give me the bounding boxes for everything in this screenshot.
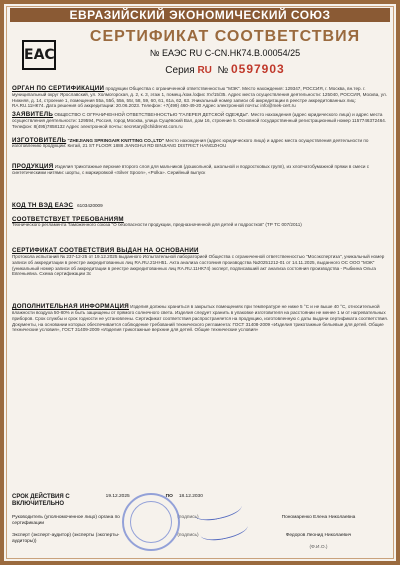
eac-mark-logo: EAC: [22, 40, 56, 70]
series-number: 0597903: [230, 62, 285, 76]
org-heading: ОРГАН ПО СЕРТИФИКАЦИИ: [12, 85, 105, 92]
product-text: Изделия трикотажные верхние второго слоя для мальчиков (дошкольной, школьной и подростковых групп), из хлопчатобумажной пряжи в смеси с синтетическими нитями: шорты, с маркировкой «Silver Spoon», «Polka». Серийный выпуск: [12, 164, 370, 175]
product-heading: ПРОДУКЦИЯ: [12, 163, 54, 171]
head-sign-caption: (подпись): [177, 515, 199, 520]
certificate-body: [12, 86, 388, 553]
validity-to-label: ПО: [165, 494, 173, 499]
series-value: RU: [197, 65, 212, 76]
validity-inclusive: ВКЛЮЧИТЕЛЬНО: [12, 501, 65, 507]
expert-label: Эксперт (эксперт-аудитор) (эксперты (эксперты-аудиторы)): [12, 533, 120, 544]
head-label: Руководитель (уполномоченное лицо) органа по сертификации: [12, 515, 120, 526]
applicant-heading: ЗАЯВИТЕЛЬ: [12, 111, 54, 119]
certificate-title: СЕРТИФИКАТ СООТВЕТСТВИЯ: [89, 28, 361, 45]
applicant-text: ОБЩЕСТВО С ОГРАНИЧЕННОЙ ОТВЕТСТВЕННОСТЬЮ "ГАЛЕРЕЯ ДЕТСКОЙ ОДЕЖДЫ". Место нахождения (адрес юридического лица) и адрес места осуществления деятельности: 129594, Россия, город Москва, улица Сущёвский Вал, дом 16, строение 5. Основной государственный регистрационный номер 1157746372464. Телефон: 8(495)7858132 Адрес электронной почты: secretary@childrenst.com.ru: [12, 112, 387, 129]
head-name: Пономаренко Елена Николаевна: [281, 515, 356, 520]
additional-heading: ДОПОЛНИТЕЛЬНАЯ ИНФОРМАЦИЯ: [12, 303, 129, 311]
fio-caption: (Ф.И.О.): [309, 545, 328, 550]
org-text: продукции Общества с ограниченной ответственностью "МЭК". Место нахождения: 129347, РОССИЯ, г. Москва, вн.тер. г. муниципальный округ Ярославский, ул. Холмогорская, д. 2, к. 3, этаж 1, помещ./ком./офис XV/15/35. Адрес места осуществления деятельности: 125040, РОССИЯ, Москва, ул. Нижняя, д. 14, строение 1, помещения 55а, 55б, 55в, 55г, 58, 59, 60, 61, 61а, 62, 63. Уникальный номер записи об аккредитации в реестре аккредитованных лиц: RA.RU.11НК74. Дата решения об аккредитации: 20.06.2023. Телефон: +7(499) 460-49-20 Адрес электронной почты: info@mek-cert.ru: [12, 86, 387, 109]
basis-text: Протокола испытаний № 237-12-25 от 19.12.2025 выданного Испытательной лабораторией Общества с ограниченной ответственностью "Мосэкспертиза", уникальный номер записи об аккредитации в реестре аккредитованных лиц RA.RU.21НН51. Акта анализа состояния производства №20251212-01 от 14.11.2025, выданного ОС ООО "МЭК" (уникальный номер записи об аккредитации в реестре аккредитованных лиц RA.RU.11НК74) эксперт, подписавший акт анализа состояния производства - Рыбкина Ольга Евгеньевна. Схема сертификации 3с: [12, 253, 385, 277]
org-section: [12, 86, 388, 109]
validity-from: 19.12.2025: [105, 494, 130, 499]
tnved-heading: КОД ТН ВЭД ЕАЭС: [12, 201, 74, 209]
series-line: [64, 62, 386, 76]
tnved-section: [12, 203, 388, 209]
requirements-text: Технического регламента Таможенного союза "О безопасности продукции, предназначенной для детей и подростков" (ТР ТС 007/2011): [12, 222, 302, 228]
product-section: [12, 164, 388, 176]
fio-caption-row: [12, 545, 388, 551]
validity-and-signatures: [12, 494, 388, 551]
expert-sign-caption: (подпись): [177, 533, 199, 538]
additional-section: [12, 304, 388, 333]
validity-to: 18.12.2030: [178, 494, 203, 499]
requirements-heading: СООТВЕТСТВУЕТ ТРЕБОВАНИЯМ: [12, 215, 124, 223]
seal-stamp: [122, 493, 180, 551]
manufacturer-name: "ZHEJIANG SPRINGAIR KNITTING CO.,LTD": [67, 137, 165, 143]
requirements-section: [12, 217, 388, 229]
applicant-section: [12, 112, 388, 129]
manufacturer-section: [12, 138, 388, 150]
basis-heading: СЕРТИФИКАТ СООТВЕТСТВИЯ ВЫДАН НА ОСНОВАНИИ: [12, 247, 199, 255]
additional-text: Изделия должны храниться в закрытых помещениях при температуре не ниже 5 °С и не выше 40 °С, относительной влажности воздуха 50-80% и быть защищены от прямого солнечного света. Изделия следует хранить в упаковке изготовителя на расстоянии не менее 1 м от нагревательных приборов. Срок службы и срок годности не установлены. Сертификат соответствия распространяется на продукцию, изготовленную с даты выдачи сертификата соответствия. Документы, на основании которых обеспечивается соблюдение требований технического регламента: ГОСТ 31408-2009 «Изделия трикотажные бельевые для детей. Общие технические условия», ГОСТ 31409-2009 «Изделия трикотажные верхние для детей. Общие технические условия»: [12, 304, 388, 333]
tnved-value: 6103420009: [77, 202, 103, 208]
series-no-prefix: №: [217, 65, 229, 76]
union-banner: ЕВРАЗИЙСКИЙ ЭКОНОМИЧЕСКИЙ СОЮЗ: [10, 8, 390, 22]
certificate-number: № ЕАЭС RU C-CN.НК74.В.00054/25: [149, 48, 301, 58]
validity-heading: СРОК ДЕЙСТВИЯ С: [12, 494, 70, 500]
validity-row: [12, 494, 388, 500]
series-label: Серия: [165, 65, 195, 76]
manufacturer-text: Место нахождения (адрес юридического лица) и адрес места осуществления деятельности по изготовлению продукции: Китай, 21 ST FLOOR 1888 JIANGHUI RD BINJIANG DISTRICT HANGZHOU: [12, 137, 369, 149]
basis-section: [12, 248, 388, 277]
manufacturer-heading: ИЗГОТОВИТЕЛЬ: [12, 136, 67, 144]
expert-name: Федоров Леонид Николаевич: [285, 533, 352, 538]
